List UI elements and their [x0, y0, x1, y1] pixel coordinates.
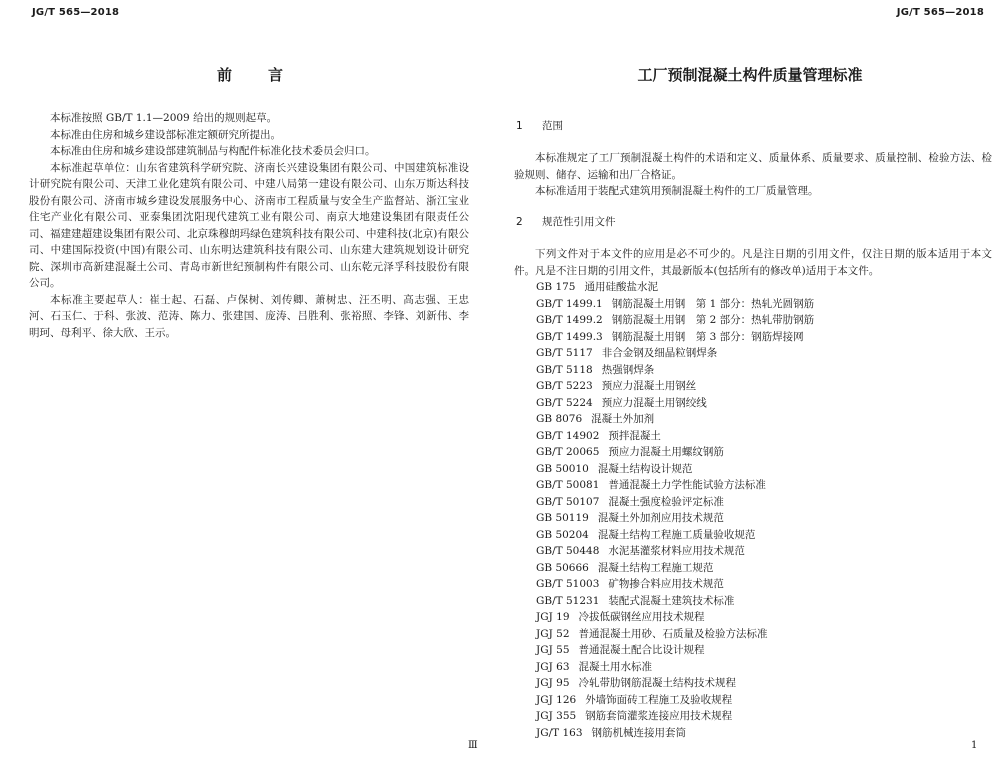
- reference-code: GB/T 51231: [536, 594, 600, 607]
- reference-code: GB 50119: [536, 512, 589, 524]
- reference-item: [536, 725, 814, 742]
- paragraph: 本标准由住房和城乡建设部建筑制品与构配件标准化技术委员会归口。: [50, 145, 376, 157]
- paragraph: 本标准主要起草人：崔士起、石磊、卢保树、刘传卿、萧树忠、汪丕明、高志强、王忠河、石玉仁、于科、张波、范涛、陈力、张建国、庞涛、吕胜利、张裕照、李锋、刘新伟、李明珂、母利平、徐大欣、王示。: [29, 293, 469, 339]
- reference-item: [536, 477, 814, 494]
- paragraph: 本标准由住房和城乡建设部标准定额研究所提出。: [50, 128, 281, 141]
- reference-title: 钢筋混凝土用钢 第 1 部分：热轧光圆钢筋: [611, 297, 815, 310]
- paragraph: 本标准适用于装配式建筑用预制混凝土构件的工厂质量管理。: [535, 185, 819, 197]
- reference-code: GB/T 5223: [536, 380, 593, 392]
- reference-title: 混凝土结构工程施工质量验收规范: [597, 528, 756, 541]
- reference-code: JGJ 63: [536, 660, 570, 673]
- section-title: 规范性引用文件: [542, 216, 616, 228]
- reference-title: 冷轧带肋钢筋混凝土结构技术规程: [578, 677, 737, 689]
- reference-code: GB/T 14902: [536, 429, 600, 442]
- reference-title: 预拌混凝土: [608, 429, 661, 442]
- page-number: 1: [971, 740, 978, 751]
- reference-item: [536, 527, 814, 544]
- reference-item: [536, 428, 814, 445]
- reference-title: 混凝土强度检验评定标准: [608, 495, 724, 508]
- reference-list: [536, 279, 814, 741]
- reference-code: JGJ 355: [536, 710, 577, 722]
- foreword-body: [29, 110, 469, 341]
- reference-title: 普通混凝土用砂、石质量及检验方法标准: [578, 627, 768, 640]
- reference-code: GB/T 5117: [536, 347, 593, 359]
- reference-title: 热强钢焊条: [601, 363, 655, 376]
- reference-item: [536, 444, 814, 461]
- reference-code: GB/T 50081: [536, 479, 600, 491]
- reference-item: [536, 345, 814, 362]
- reference-title: 预应力混凝土用钢绞线: [601, 396, 707, 409]
- reference-item: [536, 296, 814, 313]
- reference-title: 钢筋机械连接用套筒: [591, 726, 687, 739]
- reference-item: [536, 510, 814, 527]
- page-number: Ⅲ: [468, 740, 478, 751]
- reference-title: 钢筋套筒灌浆连接应用技术规程: [585, 710, 733, 722]
- paragraph: 下列文件对于本文件的应用是必不可少的。凡是注日期的引用文件，仅注日期的版本适用于本文件。凡是不注日期的引用文件，其最新版本(包括所有的修改单)适用于本文件。: [514, 248, 992, 277]
- reference-title: 非合金钢及细晶粒钢焊条: [601, 347, 718, 359]
- section-number: 2: [516, 216, 523, 228]
- reference-item: [536, 626, 814, 643]
- reference-item: [536, 411, 814, 428]
- reference-title: 冷拔低碳钢丝应用技术规程: [578, 611, 705, 623]
- reference-code: GB/T 1499.2: [536, 314, 603, 326]
- paragraph: 本标准起草单位：山东省建筑科学研究院、济南长兴建设集团有限公司、中国建筑标准设计研究院有限公司、天津工业化建筑有限公司、中建八局第一建设有限公司、山东万斯达科技股份有限公司、济南市城乡建设发展服务中心、济南市工程质量与安全生产监督站、浙江宝业住宅产业化有限公司、亚泰集团沈阳现代建筑工业有限公司、南京大地建设集团有限责任公司、福建建超建设集团有限公司、北京珠穆朗玛绿色建筑科技有限公司、中建科技(北京)有限公司、中建国际投资(中国)有限公司、山东明达建筑科技有限公司、山东建大建筑规划设计研究院、深圳市高新建混凝土公司、青岛市新世纪预制构件有限公司、山东乾元泽孚科技股份有限公司。: [29, 161, 469, 289]
- reference-code: JGJ 52: [536, 627, 570, 640]
- reference-code: JG/T 163: [536, 726, 583, 739]
- reference-title: 装配式混凝土建筑技术标准: [608, 594, 735, 607]
- reference-item: [536, 362, 814, 379]
- reference-code: GB/T 1499.3: [536, 330, 603, 343]
- reference-code: JGJ 95: [536, 677, 570, 689]
- reference-item: [536, 494, 814, 511]
- reference-code: GB 175: [536, 281, 576, 293]
- reference-title: 外墙饰面砖工程施工及验收规程: [585, 693, 733, 706]
- reference-item: [536, 329, 814, 346]
- page-header: JG/T 565—2018: [32, 7, 120, 18]
- reference-title: 预应力混凝土用螺纹钢筋: [608, 446, 724, 458]
- reference-item: [536, 461, 814, 478]
- section-heading-scope: [516, 118, 563, 133]
- reference-code: GB/T 20065: [536, 446, 600, 458]
- section-title: 范围: [542, 120, 563, 132]
- references-intro: [514, 246, 992, 279]
- reference-title: 混凝土外加剂应用技术规范: [597, 512, 724, 524]
- reference-title: 预应力混凝土用钢丝: [601, 380, 697, 392]
- reference-code: GB 50204: [536, 528, 589, 541]
- reference-item: [536, 642, 814, 659]
- reference-code: GB/T 5224: [536, 396, 593, 409]
- reference-item: [536, 675, 814, 692]
- reference-title: 通用硅酸盐水泥: [584, 281, 658, 293]
- reference-item: [536, 312, 814, 329]
- document-title: 工厂预制混凝土构件质量管理标准: [637, 66, 863, 84]
- reference-title: 钢筋混凝土用钢 第 3 部分：钢筋焊接网: [611, 330, 804, 343]
- reference-title: 钢筋混凝土用钢 第 2 部分：热轧带肋钢筋: [611, 314, 815, 326]
- reference-code: JGJ 55: [536, 644, 570, 656]
- scope-body: [514, 150, 992, 200]
- reference-title: 混凝土外加剂: [591, 413, 655, 425]
- reference-code: GB/T 5118: [536, 363, 593, 376]
- reference-title: 普通混凝土配合比设计规程: [578, 644, 705, 656]
- page-header: JG/T 565—2018: [896, 7, 984, 18]
- reference-title: 混凝土结构工程施工规范: [597, 561, 714, 574]
- reference-item: [536, 692, 814, 709]
- reference-title: 普通混凝土力学性能试验方法标准: [608, 479, 766, 491]
- reference-code: JGJ 19: [536, 611, 570, 623]
- reference-title: 水泥基灌浆材料应用技术规范: [608, 545, 745, 557]
- paragraph: 本标准规定了工厂预制混凝土构件的术语和定义、质量体系、质量要求、质量控制、检验方法、检验规则、储存、运输和出厂合格证。: [514, 152, 992, 181]
- section-number: 1: [516, 120, 523, 132]
- reference-code: GB/T 1499.1: [536, 297, 603, 310]
- paragraph: 本标准按照 GB/T 1.1—2009 给出的规则起草。: [50, 112, 278, 124]
- page-title: 前言: [216, 66, 319, 84]
- reference-code: GB/T 51003: [536, 578, 600, 590]
- reference-item: [536, 543, 814, 560]
- reference-title: 混凝土结构设计规范: [597, 462, 693, 475]
- reference-item: [536, 560, 814, 577]
- right-page: [500, 0, 1000, 763]
- reference-code: GB 50666: [536, 561, 589, 574]
- reference-code: GB 8076: [536, 413, 583, 425]
- reference-code: GB 50010: [536, 462, 589, 475]
- reference-item: [536, 659, 814, 676]
- reference-item: [536, 593, 814, 610]
- section-heading-references: [516, 214, 616, 229]
- reference-title: 矿物掺合料应用技术规范: [608, 578, 724, 590]
- reference-item: [536, 609, 814, 626]
- reference-item: [536, 395, 814, 412]
- reference-item: [536, 378, 814, 395]
- reference-code: GB/T 50107: [536, 495, 600, 508]
- reference-item: [536, 708, 814, 725]
- reference-code: GB/T 50448: [536, 545, 600, 557]
- reference-title: 混凝土用水标准: [578, 660, 653, 673]
- reference-item: [536, 576, 814, 593]
- reference-item: [536, 279, 814, 296]
- reference-code: JGJ 126: [536, 693, 577, 706]
